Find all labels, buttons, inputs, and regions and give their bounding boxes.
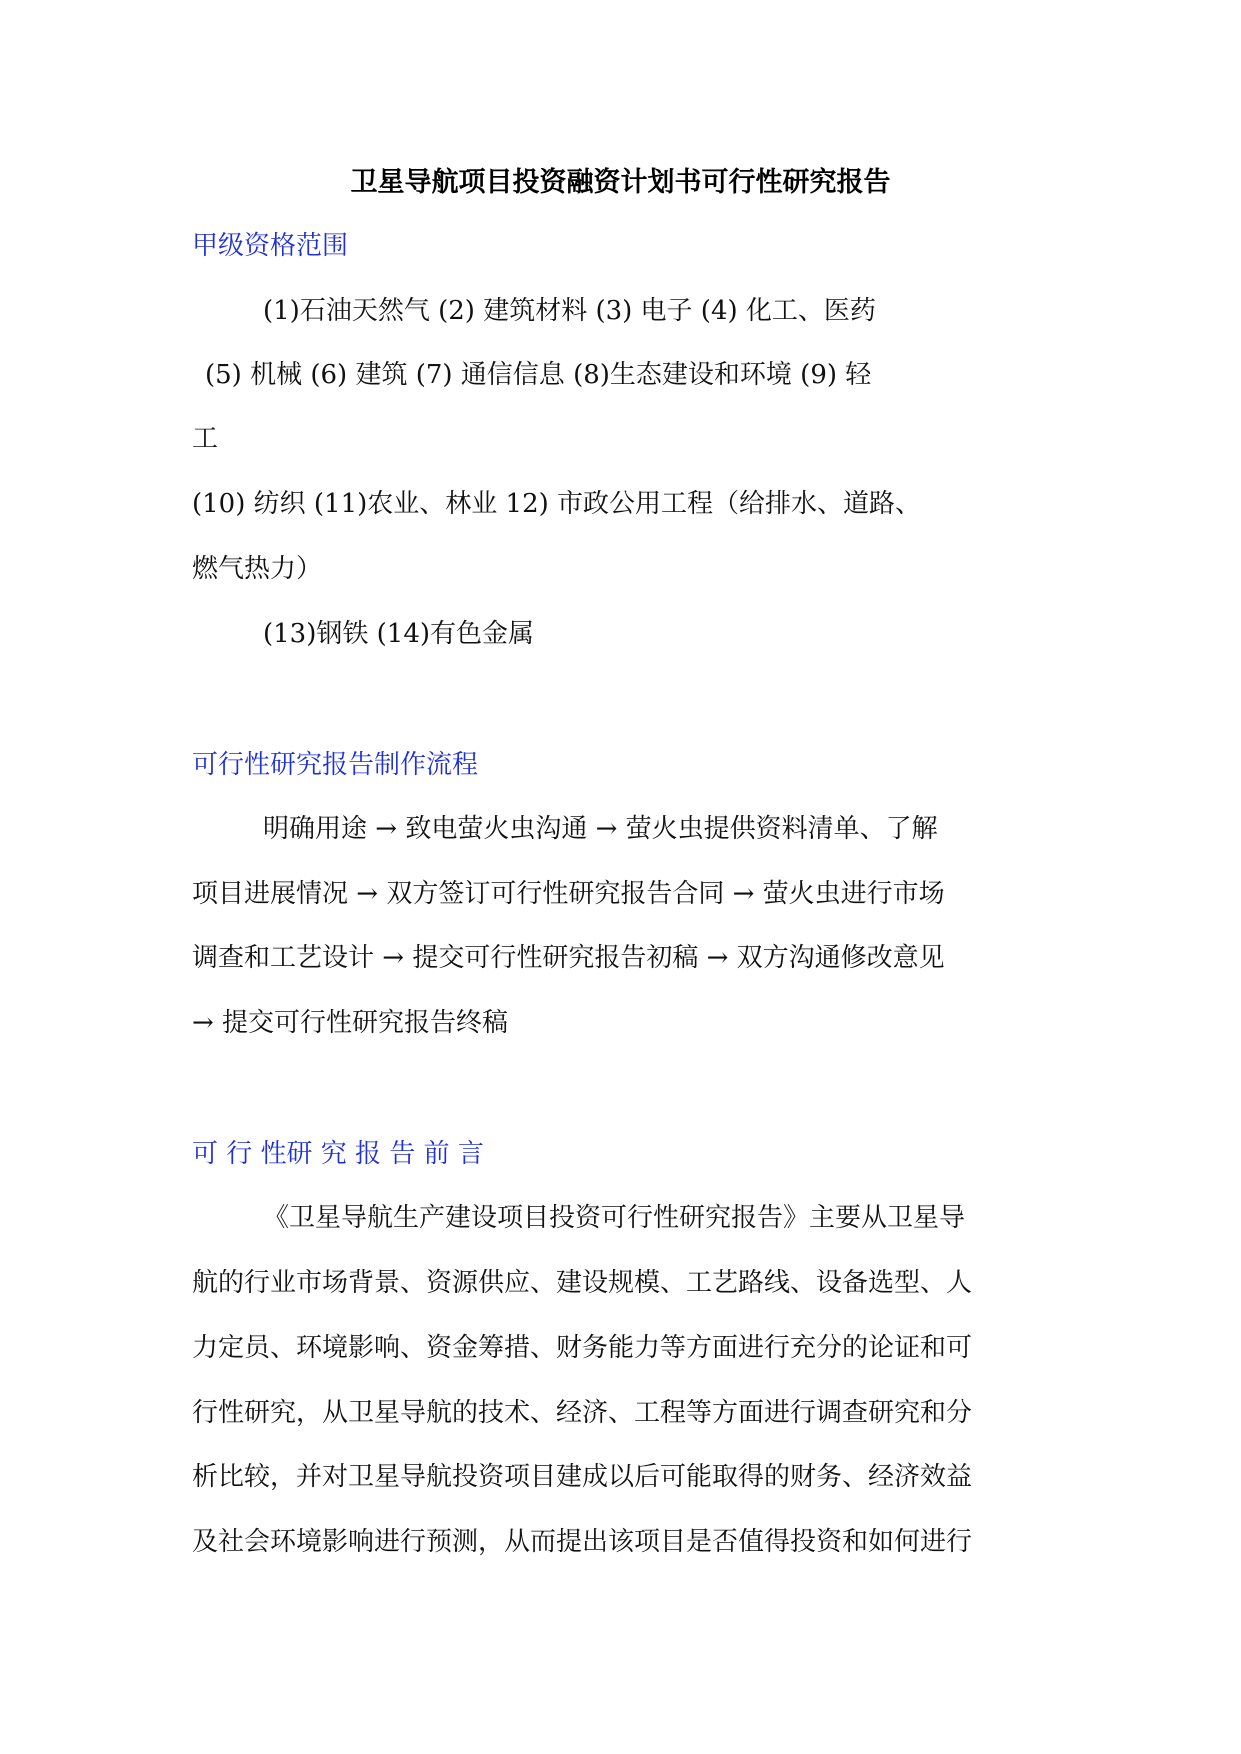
scope-line-4: (10) 纺织 (11)农业、林业 12) 市政公用工程（给排水、道路、: [192, 489, 922, 519]
process-line-3: 调查和工艺设计 → 提交可行性研究报告初稿 → 双方沟通修改意见: [192, 943, 945, 973]
scope-line-6: (13)钢铁 (14)有色金属: [263, 619, 535, 649]
process-line-2: 项目进展情况 → 双方签订可行性研究报告合同 → 萤火虫进行市场: [192, 879, 945, 909]
document-title: 卫星导航项目投资融资计划书可行性研究报告: [350, 167, 891, 198]
scope-heading: 甲级资格范围: [192, 231, 349, 261]
preface-heading: 可 行 性研 究 报 告 前 言: [192, 1139, 484, 1169]
preface-line-2: 航的行业市场背景、资源供应、建设规模、工艺路线、设备选型、人: [192, 1268, 973, 1298]
scope-line-5: 燃气热力）: [192, 554, 323, 584]
process-heading: 可行性研究报告制作流程: [192, 750, 479, 780]
scope-line-2: (5) 机械 (6) 建筑 (7) 通信信息 (8)生态建设和环境 (9) 轻: [205, 360, 872, 390]
scope-line-3: 工: [192, 424, 219, 454]
preface-line-1: 《卫星导航生产建设项目投资可行性研究报告》主要从卫星导: [263, 1203, 966, 1233]
process-line-4: → 提交可行性研究报告终稿: [192, 1008, 509, 1038]
preface-line-6: 及社会环境影响进行预测，从而提出该项目是否值得投资和如何进行: [192, 1527, 973, 1557]
preface-line-4: 行性研究，从卫星导航的技术、经济、工程等方面进行调查研究和分: [192, 1398, 973, 1428]
preface-line-5: 析比较，并对卫星导航投资项目建成以后可能取得的财务、经济效益: [192, 1462, 973, 1492]
scope-line-1: (1)石油天然气 (2) 建筑材料 (3) 电子 (4) 化工、医药: [263, 296, 876, 326]
process-line-1: 明确用途 → 致电萤火虫沟通 → 萤火虫提供资料清单、了解: [263, 814, 938, 844]
preface-line-3: 力定员、环境影响、资金筹措、财务能力等方面进行充分的论证和可: [192, 1333, 973, 1363]
